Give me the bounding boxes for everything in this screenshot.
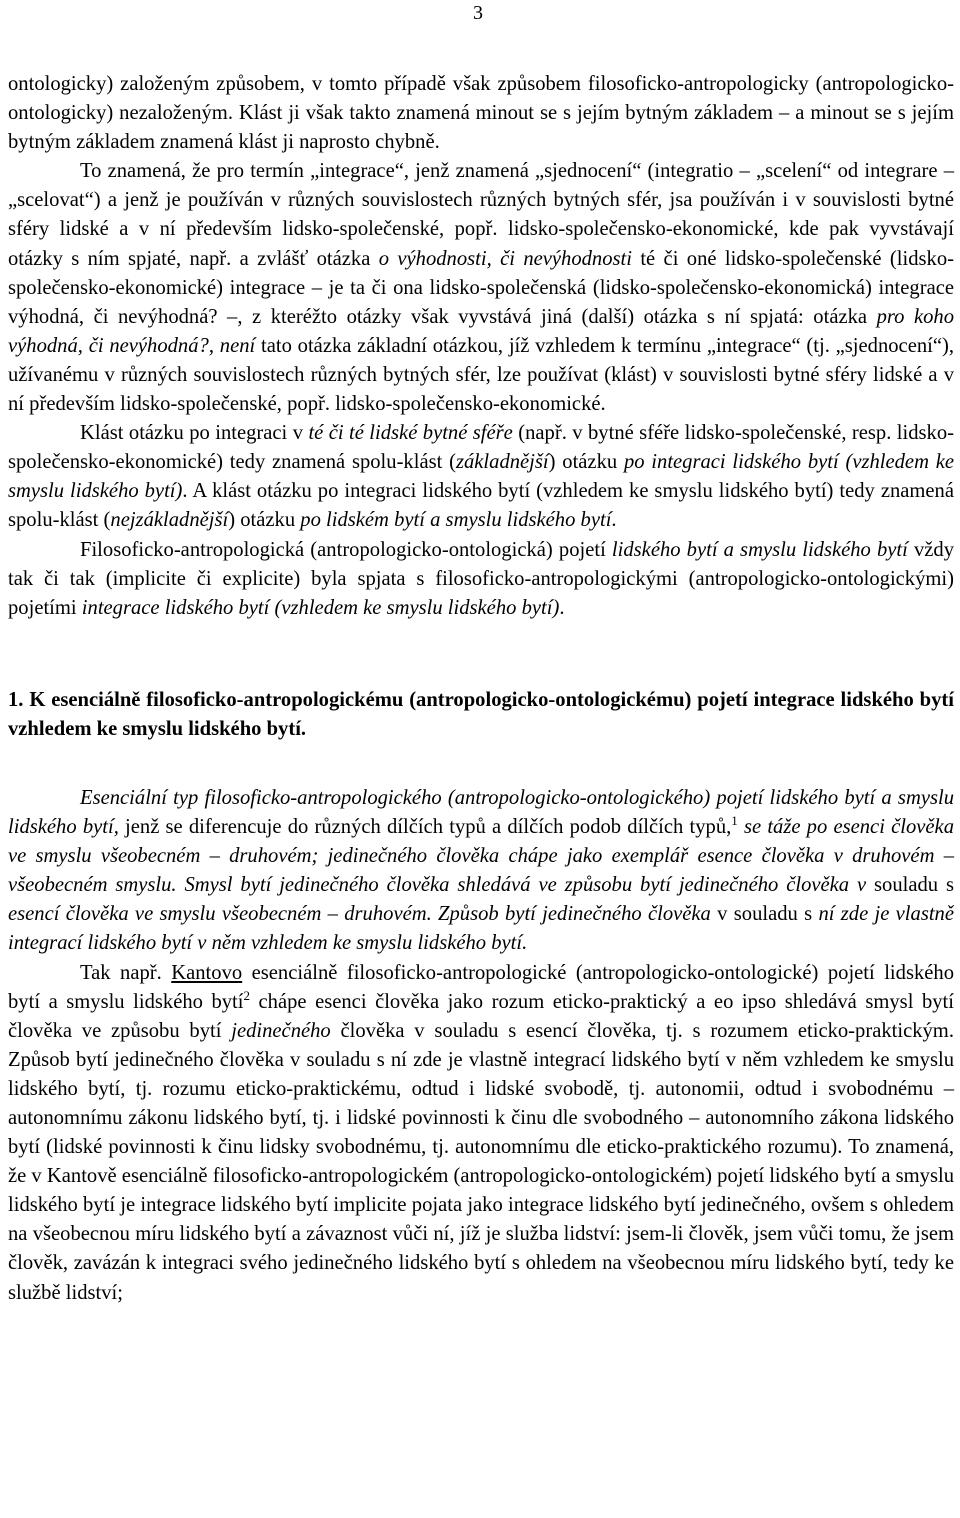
italic-text: po lidském bytí a smyslu lidského bytí: [300, 509, 612, 532]
text-run: Tak např.: [80, 961, 172, 984]
italic-text: není: [219, 334, 256, 357]
italic-text: esencí člověka ve smyslu všeobecném – druhovém. Způsob bytí jedinečného člověka: [8, 903, 711, 926]
italic-text: té či té lidské bytné sféře: [308, 422, 513, 445]
text-run: souladu s: [866, 874, 954, 897]
text-run: esenciálně filosoficko-antropologické (antropologicko-ontologické) pojetí lidského bytí a smyslu lidského bytí: [8, 961, 954, 1013]
footnote-marker: 2: [243, 987, 250, 1003]
intro-paragraphs: [8, 70, 954, 623]
footnote-marker: 1: [731, 813, 738, 829]
paragraph-p4: [8, 536, 954, 623]
document-body: [8, 70, 954, 1308]
text-run: chápe esenci člověka jako rozum eticko-praktický a eo ipso shledává smysl bytí člověka ve způsobu bytí: [8, 990, 954, 1042]
section-paragraphs: [8, 784, 954, 1308]
text-run: Filosoficko-antropologická (antropologicko-ontologická) pojetí: [80, 538, 612, 561]
underlined-text: Kantovo: [171, 961, 243, 984]
page-number: 3: [473, 2, 483, 24]
italic-text: integrace lidského bytí (vzhledem ke smyslu lidského bytí): [81, 596, 560, 619]
text-run: ,: [208, 334, 220, 357]
text-run: .: [559, 596, 565, 619]
paragraph-s2: [8, 959, 954, 1308]
text-run: člověka v souladu s esencí člověka, tj. s rozumem eticko-praktickým. Způsob bytí jedinečného člověka v souladu s ní zde je vlastně integrací lidského bytí v něm vzhledem ke smyslu lidského bytí, tj. rozumu eticko-praktickému, odtud i lidské svobodě, tj. autonomii, odtud i svobodnému – autonomnímu zákonu lidského bytí, tj. i lidské povinnosti k činu dle svobodného – autonomního zákona lidského bytí (lidské povinnosti k činu lidsky svobodnému, tj. autonomnímu dle eticko-praktického rozumu). To znamená, že v Kantově esenciálně filosoficko-antropologickém (antropologicko-ontologickém) pojetí lidského bytí a smyslu lidského bytí je integrace lidského bytí implicite pojata jako integrace lidského bytí jedinečného, ovšem s ohledem na všeobecnou míru lidského bytí a závaznost vůči ní, jíž je služba lidství: jsem-li člověk, jsem vůči tomu, že jsem člověk, zavázán k integraci svého jedinečného lidského bytí s ohledem na všeobecnou míru lidského bytí, tedy ke službě lidství;: [8, 1019, 954, 1304]
text-run: vždy tak či tak (implicite či explicite) byla spjata s filosoficko-antropologickými (antropologicko-ontologickými) pojetími: [8, 538, 955, 619]
text-run: v souladu s: [710, 903, 819, 926]
italic-text: pro koho výhodná, či nevýhodná?: [8, 305, 954, 357]
section-heading: 1. K esenciálně filosoficko-antropologickému (antropologicko-ontologickému) pojetí integrace lidského bytí vzhledem ke smyslu lidského bytí.: [8, 688, 954, 740]
italic-text: po integraci lidského bytí (vzhledem ke smyslu lidského bytí): [8, 451, 954, 503]
text-run: ontologicky) založeným způsobem, v tomto případě však způsobem filosoficko-antropologicky (antropologicko-ontologicky) nezaloženým. Klást ji však takto znamená minout se s jejím bytným základem – a minout se s jejím bytným základem znamená klást ji naprosto chybně.: [8, 73, 954, 154]
italic-text: lidského bytí a smyslu lidského bytí: [611, 538, 908, 561]
text-run: ) otázku: [228, 509, 301, 532]
text-run: . A klást otázku po integraci lidského bytí (vzhledem ke smyslu lidského bytí) tedy znamená spolu-klást (: [8, 480, 954, 532]
text-run: ) otázku: [548, 451, 624, 474]
text-run: té či oné lidsko-společenské (lidsko-společensko-ekonomické) integrace – je ta či ona lidsko-společenská (lidsko-společensko-ekonomická) integrace výhodná, či nevýhodná? –, z kteréžto otázky však vyvstává jiná (další) otázka s ní spjatá: otázka: [8, 247, 954, 328]
paragraph-s1: [8, 784, 954, 959]
italic-text: se táže po esenci člověka ve smyslu všeobecném – druhovém; jedinečného člověka chápe jako exemplář esence člověka v druhovém – všeobecném smyslu. Smysl bytí jedinečného člověka shledává ve způsobu bytí jedinečného člověka v: [8, 816, 954, 897]
text-run: Klást otázku po integraci v: [80, 422, 309, 445]
italic-text: Esenciální typ filosoficko-antropologického (antropologicko-ontologického) pojetí lidského bytí a smyslu lidského bytí,: [8, 786, 954, 839]
text-run: (např. v bytné sféře lidsko-společenské, resp. lidsko-společensko-ekonomické) tedy znamená spolu-klást (: [8, 422, 954, 474]
paragraph-p1: [8, 70, 954, 157]
italic-text: základnější: [455, 451, 549, 474]
italic-text: jedinečného: [231, 1019, 331, 1042]
text-run: To znamená, že pro termín „integrace“, jenž znamená „sjednocení“ (integratio – „scelení“ od integrare – „scelovat“) a jenž je používán v různých souvislostech různých bytných sfér, jsa používán i v souvislosti bytné sféry lidské a v ní především lidsko-společenské, popř. lidsko-společensko-ekonomické, kde pak vyvstávají otázky s ním spjaté, např. a zvlášť otázka: [8, 160, 954, 270]
paragraph-p3: [8, 419, 954, 535]
italic-text: o výhodnosti, či nevýhodnosti: [378, 247, 632, 270]
italic-text: ní zde je vlastně integrací lidského bytí v něm vzhledem ke smyslu lidského bytí.: [8, 903, 954, 955]
italic-text: nejzákladnější: [110, 509, 229, 532]
text-run: jenž se diferencuje do různých dílčích typů a dílčích podob dílčích typů,: [118, 816, 732, 839]
text-run: .: [611, 509, 617, 532]
paragraph-p2: [8, 157, 954, 419]
text-run: tato otázka základní otázkou, jíž vzhledem k termínu „integrace“ (tj. „sjednocení“), užívanému v různých souvislostech různých bytných sfér, lze používat (klást) v souvislosti bytné sféry lidské a v ní především lidsko-společenské, popř. lidsko-společensko-ekonomické.: [8, 334, 955, 416]
